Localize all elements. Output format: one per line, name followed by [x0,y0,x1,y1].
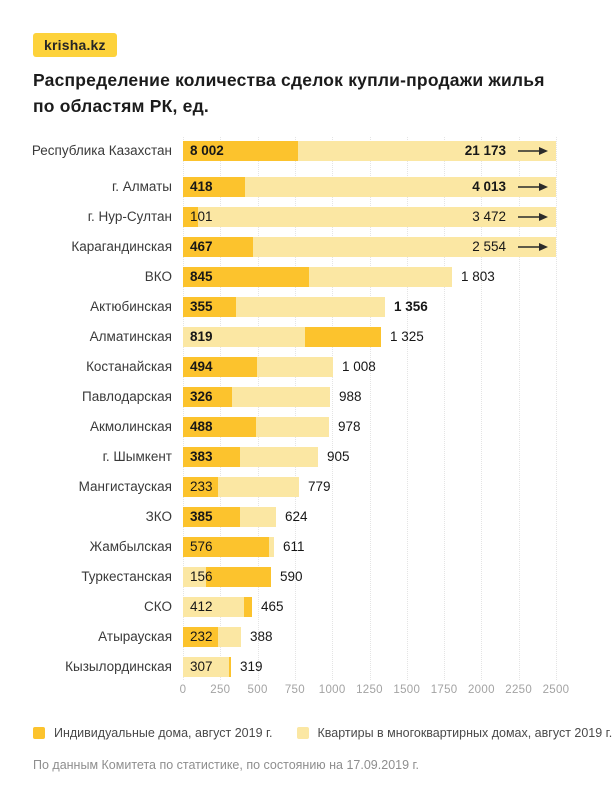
legend-swatch-dark [33,727,45,739]
bar-value-total: 1 803 [461,269,495,284]
region-label: Жамбылская [89,539,172,554]
chart-row [0,657,616,677]
region-label: Атырауская [98,629,172,644]
bar-value-left: 307 [190,659,213,674]
bar-value-total: 779 [308,479,331,494]
bar-value-total: 21 173 [464,143,506,158]
bar-segment-dark [229,657,231,677]
chart-row [0,537,616,557]
bar-overflow-group [472,177,548,197]
krisha-logo-badge: krisha.kz [33,33,117,57]
bar-value-total: 465 [261,599,284,614]
bar-segment-light [256,417,329,437]
region-label: СКО [144,599,172,614]
legend-swatch-light [297,727,309,739]
axis-tick-label: 750 [284,684,305,696]
chart-row [0,567,616,587]
bar-value-total: 319 [240,659,263,674]
bar-overflow-group [472,207,548,227]
bar-value-total: 4 013 [472,179,506,194]
bar-value-total: 590 [280,569,303,584]
legend-label: Индивидуальные дома, август 2019 г. [54,726,273,740]
region-label: Алматинская [89,329,172,344]
bar-value-left: 326 [190,389,213,404]
chart-row [0,237,616,257]
region-label: Павлодарская [82,389,172,404]
stacked-bar [183,387,330,407]
bar-value-left: 467 [190,239,213,254]
bar-segment-dark [305,327,380,347]
bar-segment-light [218,477,299,497]
bar-value-left: 576 [190,539,213,554]
bar-value-total: 624 [285,509,308,524]
bar-value-left: 101 [190,209,213,224]
region-label: ЗКО [145,509,172,524]
region-label: ВКО [144,269,172,284]
stacked-bar [183,141,556,161]
bar-segment-light [309,267,452,287]
stacked-bar [183,507,276,527]
axis-tick-label: 1500 [393,684,421,696]
chart-title-line2: по областям РК, ед. [33,96,209,116]
bar-segment-light [269,537,274,557]
bar-value-total: 1 356 [394,299,428,314]
axis-tick-label: 500 [247,684,268,696]
region-label: г. Нур-Султан [87,209,172,224]
chart-row [0,507,616,527]
stacked-bar [183,357,333,377]
overflow-arrow-icon [518,212,548,222]
bar-value-total: 611 [283,539,305,554]
chart-row [0,417,616,437]
chart-row [0,177,616,197]
bar-value-left: 494 [190,359,213,374]
bar-segment-light [257,357,333,377]
bar-value-left: 418 [190,179,213,194]
stacked-bar [183,237,556,257]
axis-tick-label: 250 [210,684,231,696]
bar-value-left: 412 [190,599,213,614]
bar-value-left: 232 [190,629,213,644]
bar-value-total: 1 325 [390,329,424,344]
chart-title [33,67,545,119]
bar-segment-light [240,447,318,467]
bar-value-left: 156 [190,569,213,584]
stacked-bar [183,297,385,317]
chart-title-line1: Распределение количества сделок купли-продажи жилья [33,70,545,90]
bar-value-total: 905 [327,449,350,464]
axis-tick-label: 2000 [467,684,495,696]
chart-row [0,141,616,161]
region-label: Акмолинская [89,419,172,434]
axis-tick-label: 2250 [505,684,533,696]
bar-value-left: 845 [190,269,213,284]
legend-item [297,726,613,740]
region-label: Карагандинская [71,239,172,254]
source-note: По данным Комитета по статистике, по состоянию на 17.09.2019 г. [33,758,420,772]
region-label: Туркестанская [81,569,172,584]
region-label: Республика Казахстан [31,143,172,158]
chart-area [0,137,616,703]
axis-tick-label: 2500 [542,684,570,696]
region-label: Мангистауская [78,479,172,494]
stacked-bar [183,417,329,437]
chart-row [0,207,616,227]
bar-value-left: 385 [190,509,213,524]
stacked-bar [183,327,381,347]
overflow-arrow-icon [518,182,548,192]
stacked-bar [183,627,241,647]
bar-value-total: 388 [250,629,273,644]
stacked-bar [183,657,231,677]
bar-value-left: 488 [190,419,213,434]
bar-segment-dark [244,597,252,617]
bar-value-total: 3 472 [472,209,506,224]
bar-overflow-group [465,141,548,161]
chart-row [0,627,616,647]
axis-tick-label: 1000 [318,684,346,696]
bar-segment-light [240,507,276,527]
chart-row [0,327,616,347]
region-label: Кызылординская [65,659,172,674]
bar-value-total: 988 [339,389,362,404]
axis-tick-label: 1750 [430,684,458,696]
bar-segment-light [236,297,385,317]
overflow-arrow-icon [518,242,548,252]
bar-value-left: 233 [190,479,213,494]
bar-value-left: 8 002 [190,143,224,158]
legend-item [33,726,273,740]
chart-row [0,297,616,317]
axis-tick-label: 0 [179,684,187,696]
overflow-arrow-icon [518,146,548,156]
axis-tick-label: 1250 [356,684,383,696]
region-label: г. Шымкент [102,449,172,464]
stacked-bar [183,447,318,467]
bar-value-total: 2 554 [472,239,506,254]
stacked-bar [183,477,299,497]
bar-overflow-group [472,237,548,257]
stacked-bar [183,597,252,617]
stacked-bar [183,567,271,587]
legend-label: Квартиры в многоквартирных домах, август 2019 г. [317,726,613,740]
stacked-bar [183,177,556,197]
chart-row [0,357,616,377]
bar-value-total: 978 [338,419,361,434]
chart-row [0,477,616,497]
bar-value-total: 1 008 [342,359,376,374]
region-label: Костанайская [86,359,172,374]
bar-segment-light [232,387,331,407]
bar-value-left: 355 [190,299,213,314]
stacked-bar [183,537,274,557]
chart-row [0,447,616,467]
stacked-bar [183,267,452,287]
region-label: г. Алматы [111,179,172,194]
bar-segment-light [218,627,241,647]
bar-segment-dark [206,567,271,587]
bar-value-left: 383 [190,449,213,464]
chart-row [0,267,616,287]
region-label: Актюбинская [90,299,172,314]
bar-value-left: 819 [190,329,213,344]
chart-row [0,387,616,407]
stacked-bar [183,207,556,227]
chart-row [0,597,616,617]
legend [33,726,612,740]
